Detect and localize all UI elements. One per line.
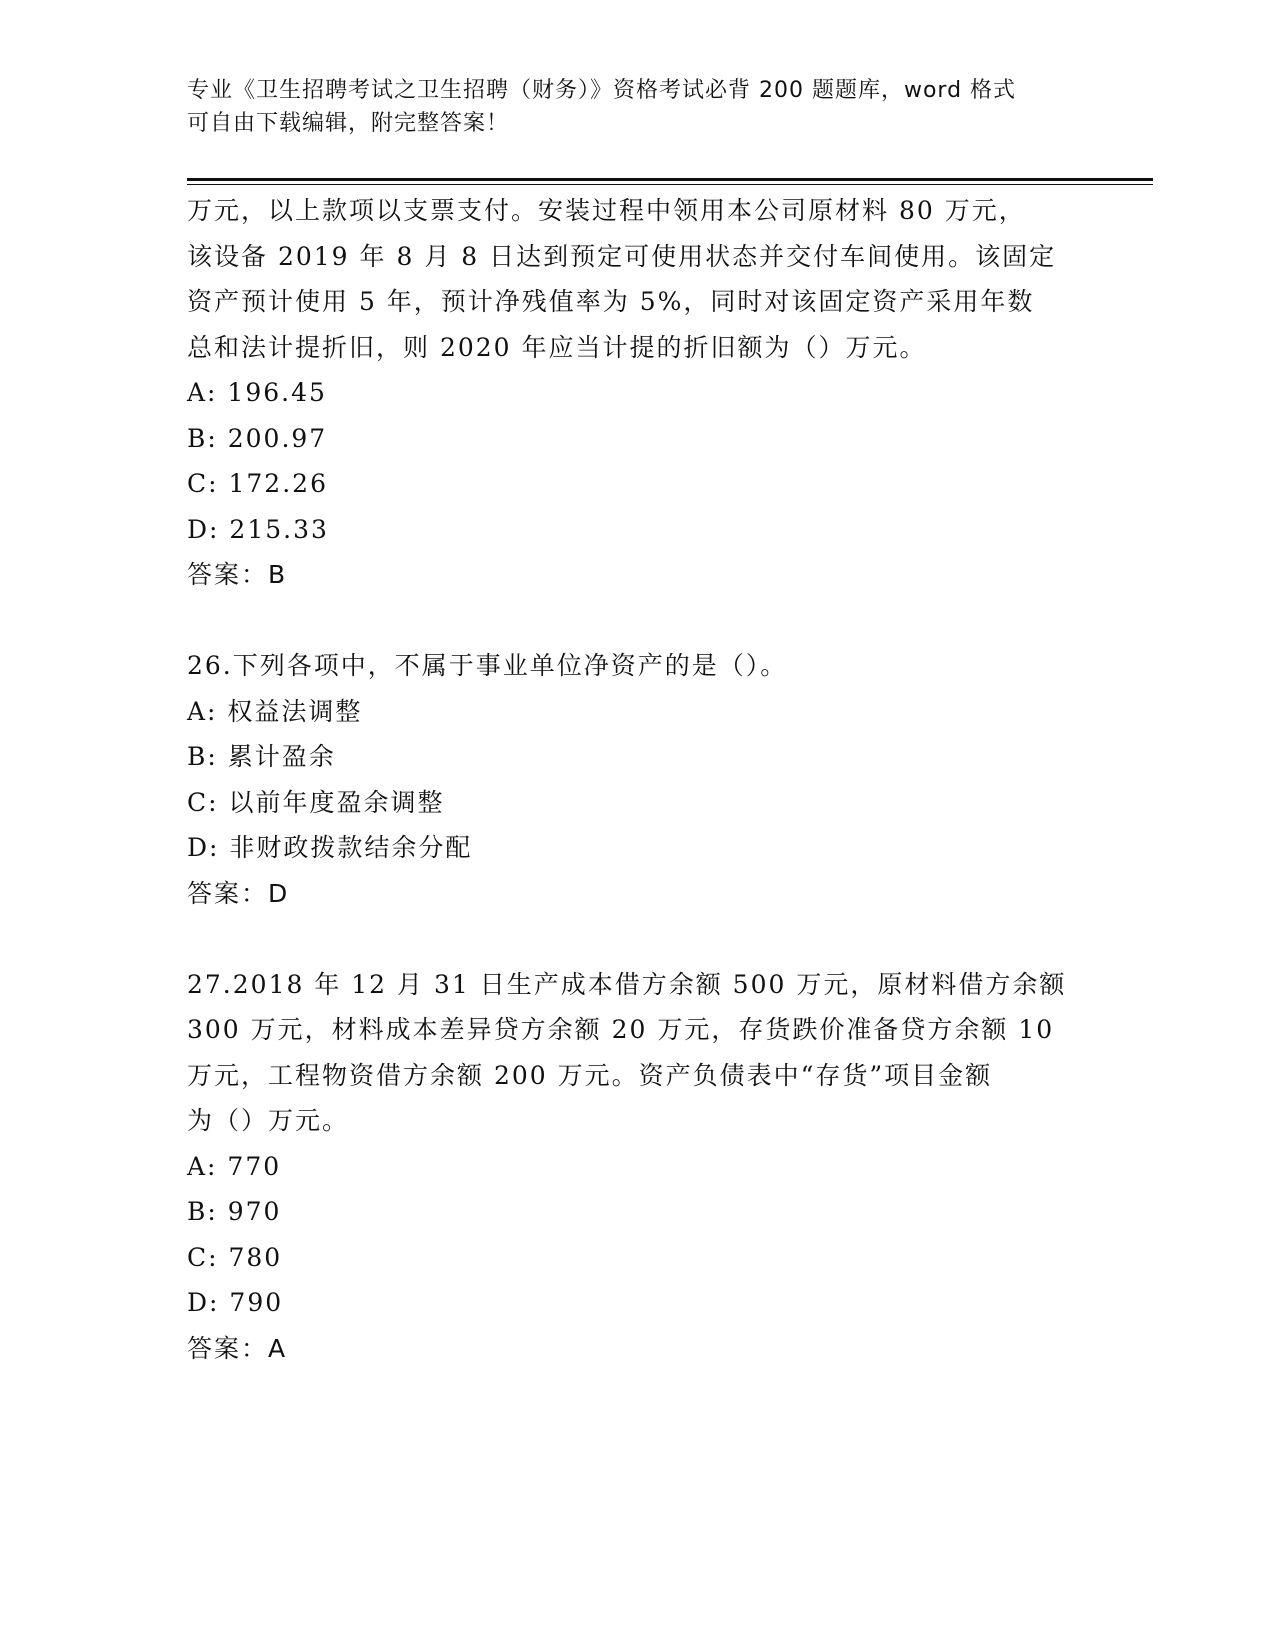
option-c: C: 172.26 [187,469,328,498]
question-stem-line: 26.下列各项中，不属于事业单位净资产的是（）。 [187,651,788,680]
option-a: A: 770 [187,1151,282,1181]
question-stem-line: 总和法计提折旧，则 2020 年应当计提的折旧额为（）万元。 [187,332,927,362]
answer-line: 答案：D [187,878,290,908]
option-a: A: 权益法调整 [187,696,363,726]
question-stem-line: 27.2018 年 12 月 31 日生产成本借方余额 500 万元，原材料借方余额 [187,969,1067,999]
spacer [187,598,1087,644]
question-stem-line: 万元，工程物资借方余额 200 万元。资产负债表中“存货”项目金额 [187,1060,993,1090]
option-b: B: 200.97 [187,423,328,453]
question-stem-line: 为（）万元。 [187,1106,350,1135]
answer-line: 答案：B [187,560,288,589]
question-stem-line: 该设备 2019 年 8 月 8 日达到预定可使用状态并交付车间使用。该固定 [187,241,1057,271]
option-d: D: 非财政拨款结余分配 [187,833,473,862]
header-line: 专业《卫生招聘考试之卫生招聘（财务）》资格考试必背 200 题题库，word 格式 [187,78,1017,103]
question-stem-line: 资产预计使用 5 年，预计净残值率为 5%，同时对该固定资产采用年数 [187,287,1035,316]
header-divider-thin [187,184,1153,185]
answer-line: 答案：A [187,1333,288,1363]
header-divider-thick [187,178,1153,181]
document-header [187,74,1087,140]
option-d: D: 790 [187,1288,284,1317]
header-line: 可自由下载编辑，附完整答案！ [187,111,510,136]
option-b: B: 970 [187,1197,282,1226]
document-body [187,188,1087,1371]
question-27 [187,962,1087,1372]
question-stem-line: 万元，以上款项以支票支付。安装过程中领用本公司原材料 80 万元， [187,196,1026,225]
option-a: A: 196.45 [187,378,327,407]
question-26 [187,643,1087,916]
question-stem-line: 300 万元，材料成本差异贷方余额 20 万元，存货跌价准备贷方余额 10 [187,1015,1055,1044]
spacer [187,916,1087,962]
option-c: C: 780 [187,1242,283,1272]
option-c: C: 以前年度盈余调整 [187,787,445,817]
option-d: D: 215.33 [187,514,329,544]
question-25 [187,188,1087,598]
option-b: B: 累计盈余 [187,742,336,771]
